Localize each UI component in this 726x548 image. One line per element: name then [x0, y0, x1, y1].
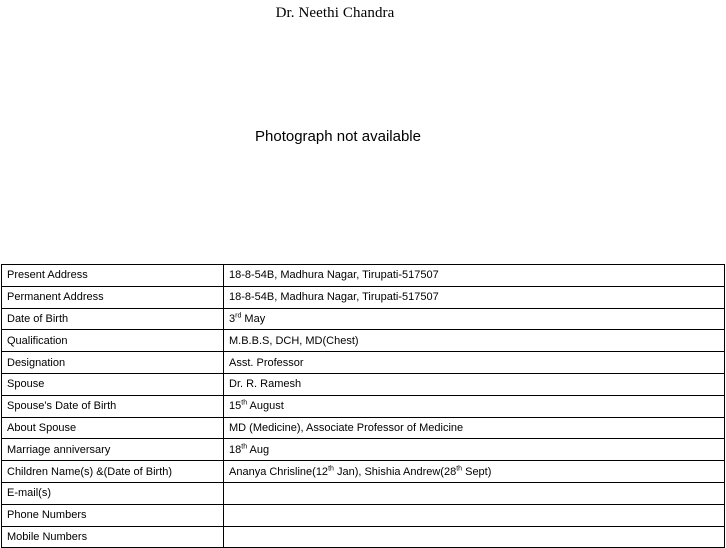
field-value: Asst. Professor — [224, 352, 725, 374]
field-value: 18th Aug — [224, 439, 725, 461]
table-row — [2, 526, 725, 548]
photo-placeholder-text: Photograph not available — [255, 128, 421, 145]
field-label: Present Address — [2, 265, 224, 287]
field-label: Designation — [2, 352, 224, 374]
field-value — [224, 504, 725, 526]
table-row — [2, 417, 725, 439]
table-row — [2, 330, 725, 352]
field-label: Date of Birth — [2, 308, 224, 330]
table-row — [2, 373, 725, 395]
field-label: About Spouse — [2, 417, 224, 439]
personal-details-table — [1, 264, 725, 548]
field-value — [224, 526, 725, 548]
field-value: 18-8-54B, Madhura Nagar, Tirupati-517507 — [224, 286, 725, 308]
table-row — [2, 308, 725, 330]
field-value: 18-8-54B, Madhura Nagar, Tirupati-517507 — [224, 265, 725, 287]
table-row — [2, 439, 725, 461]
field-value: Ananya Chrisline(12th Jan), Shishia Andrew(28th Sept) — [224, 461, 725, 483]
field-label: Children Name(s) &(Date of Birth) — [2, 461, 224, 483]
field-label: Spouse — [2, 373, 224, 395]
table-row — [2, 504, 725, 526]
field-label: Mobile Numbers — [2, 526, 224, 548]
field-value: 15th August — [224, 395, 725, 417]
field-value: 3rd May — [224, 308, 725, 330]
doctor-name-heading: Dr. Neethi Chandra — [275, 5, 395, 21]
field-label: Qualification — [2, 330, 224, 352]
field-value — [224, 482, 725, 504]
field-label: E-mail(s) — [2, 482, 224, 504]
field-label: Phone Numbers — [2, 504, 224, 526]
table-row — [2, 395, 725, 417]
field-label: Spouse’s Date of Birth — [2, 395, 224, 417]
table-row — [2, 265, 725, 287]
table-row — [2, 482, 725, 504]
field-value: M.B.B.S, DCH, MD(Chest) — [224, 330, 725, 352]
field-value: Dr. R. Ramesh — [224, 373, 725, 395]
field-label: Marriage anniversary — [2, 439, 224, 461]
field-label: Permanent Address — [2, 286, 224, 308]
table-row — [2, 286, 725, 308]
table-row — [2, 461, 725, 483]
field-value: MD (Medicine), Associate Professor of Medicine — [224, 417, 725, 439]
table-row — [2, 352, 725, 374]
